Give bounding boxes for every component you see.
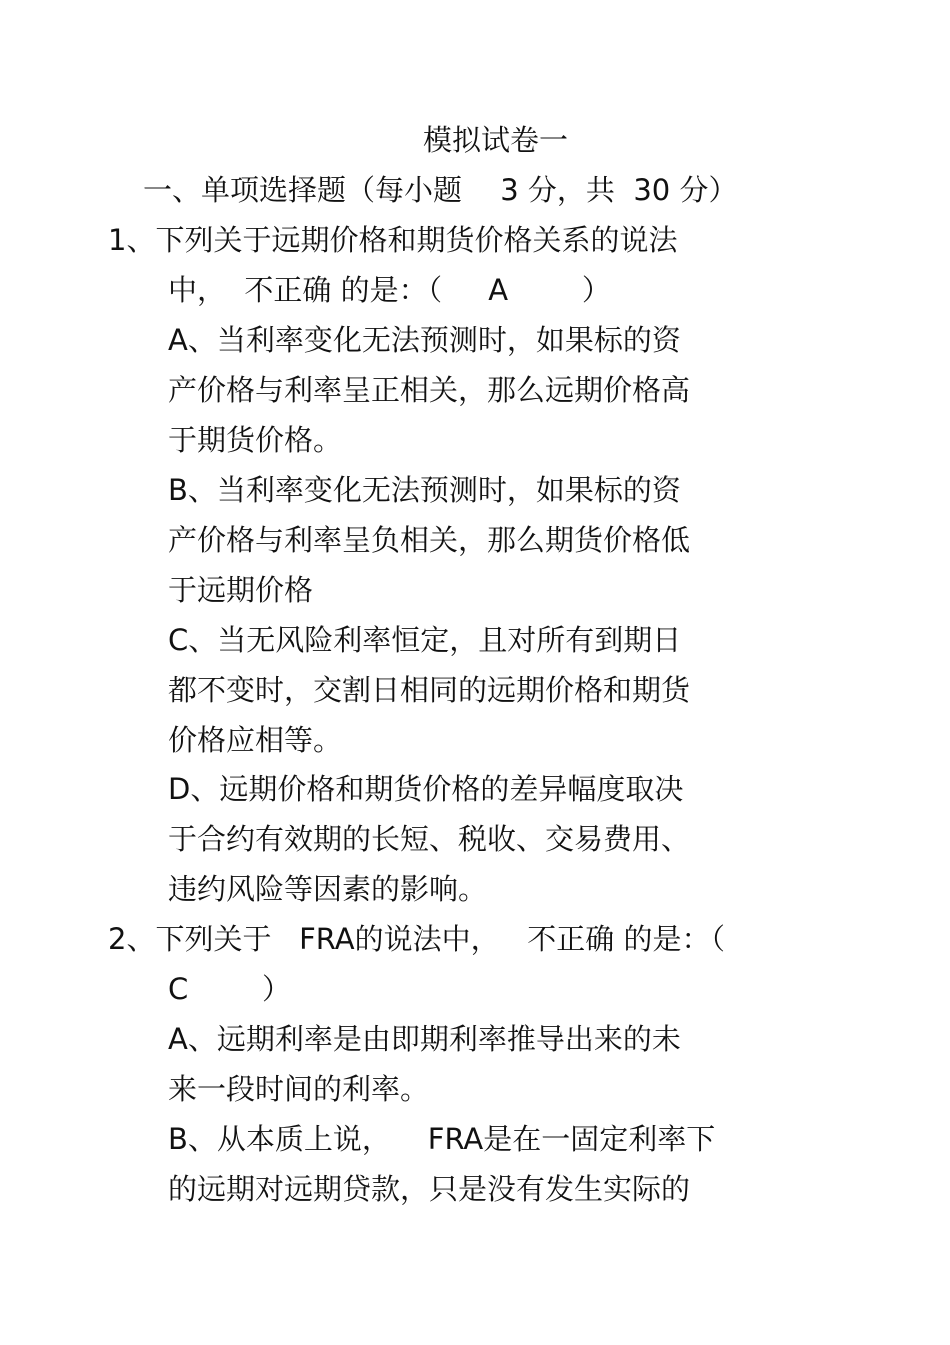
question-1-option-b-line-2: 产价格与利率呈负相关，那么期货价格低 xyxy=(168,523,691,557)
question-1-option-c-line-1: C、当无风险利率恒定，且对所有到期日 xyxy=(168,623,682,657)
question-1-stem-line-2: 中， 不正确 的是：（ A ） xyxy=(168,273,611,307)
question-2-option-a-line-2: 来一段时间的利率。 xyxy=(168,1072,430,1106)
question-2-option-b-line-2: 的远期对远期贷款，只是没有发生实际的 xyxy=(168,1172,691,1206)
question-1-option-d-line-1: D、远期价格和期货价格的差异幅度取决 xyxy=(168,772,684,806)
question-1-option-a-line-1: A、当利率变化无法预测时，如果标的资 xyxy=(168,323,681,357)
section-heading: 一、单项选择题（每小题 3 分，共 30 分） xyxy=(143,173,738,207)
question-2-option-b-line-1: B、从本质上说， FRA是在一固定利率下 xyxy=(168,1122,716,1156)
question-1-stem-line-1: 1、下列关于远期价格和期货价格关系的说法 xyxy=(108,223,678,257)
question-2-stem-line-2: C ） xyxy=(168,972,291,1006)
question-1-option-c-line-3: 价格应相等。 xyxy=(168,723,343,757)
question-2-stem-line-1: 2、下列关于 FRA的说法中， 不正确 的是：（ xyxy=(108,922,725,956)
question-1-option-a-line-2: 产价格与利率呈正相关，那么远期价格高 xyxy=(168,373,691,407)
question-1-option-b-line-3: 于远期价格 xyxy=(168,573,314,607)
page-title: 模拟试卷一 xyxy=(423,123,569,157)
question-1-option-c-line-2: 都不变时，交割日相同的远期价格和期货 xyxy=(168,673,691,707)
question-2-option-a-line-1: A、远期利率是由即期利率推导出来的未 xyxy=(168,1022,681,1056)
question-1-option-a-line-3: 于期货价格。 xyxy=(168,423,343,457)
question-1-option-d-line-2: 于合约有效期的长短、税收、交易费用、 xyxy=(168,822,691,856)
question-1-option-b-line-1: B、当利率变化无法预测时，如果标的资 xyxy=(168,473,681,507)
question-1-option-d-line-3: 违约风险等因素的影响。 xyxy=(168,872,488,906)
